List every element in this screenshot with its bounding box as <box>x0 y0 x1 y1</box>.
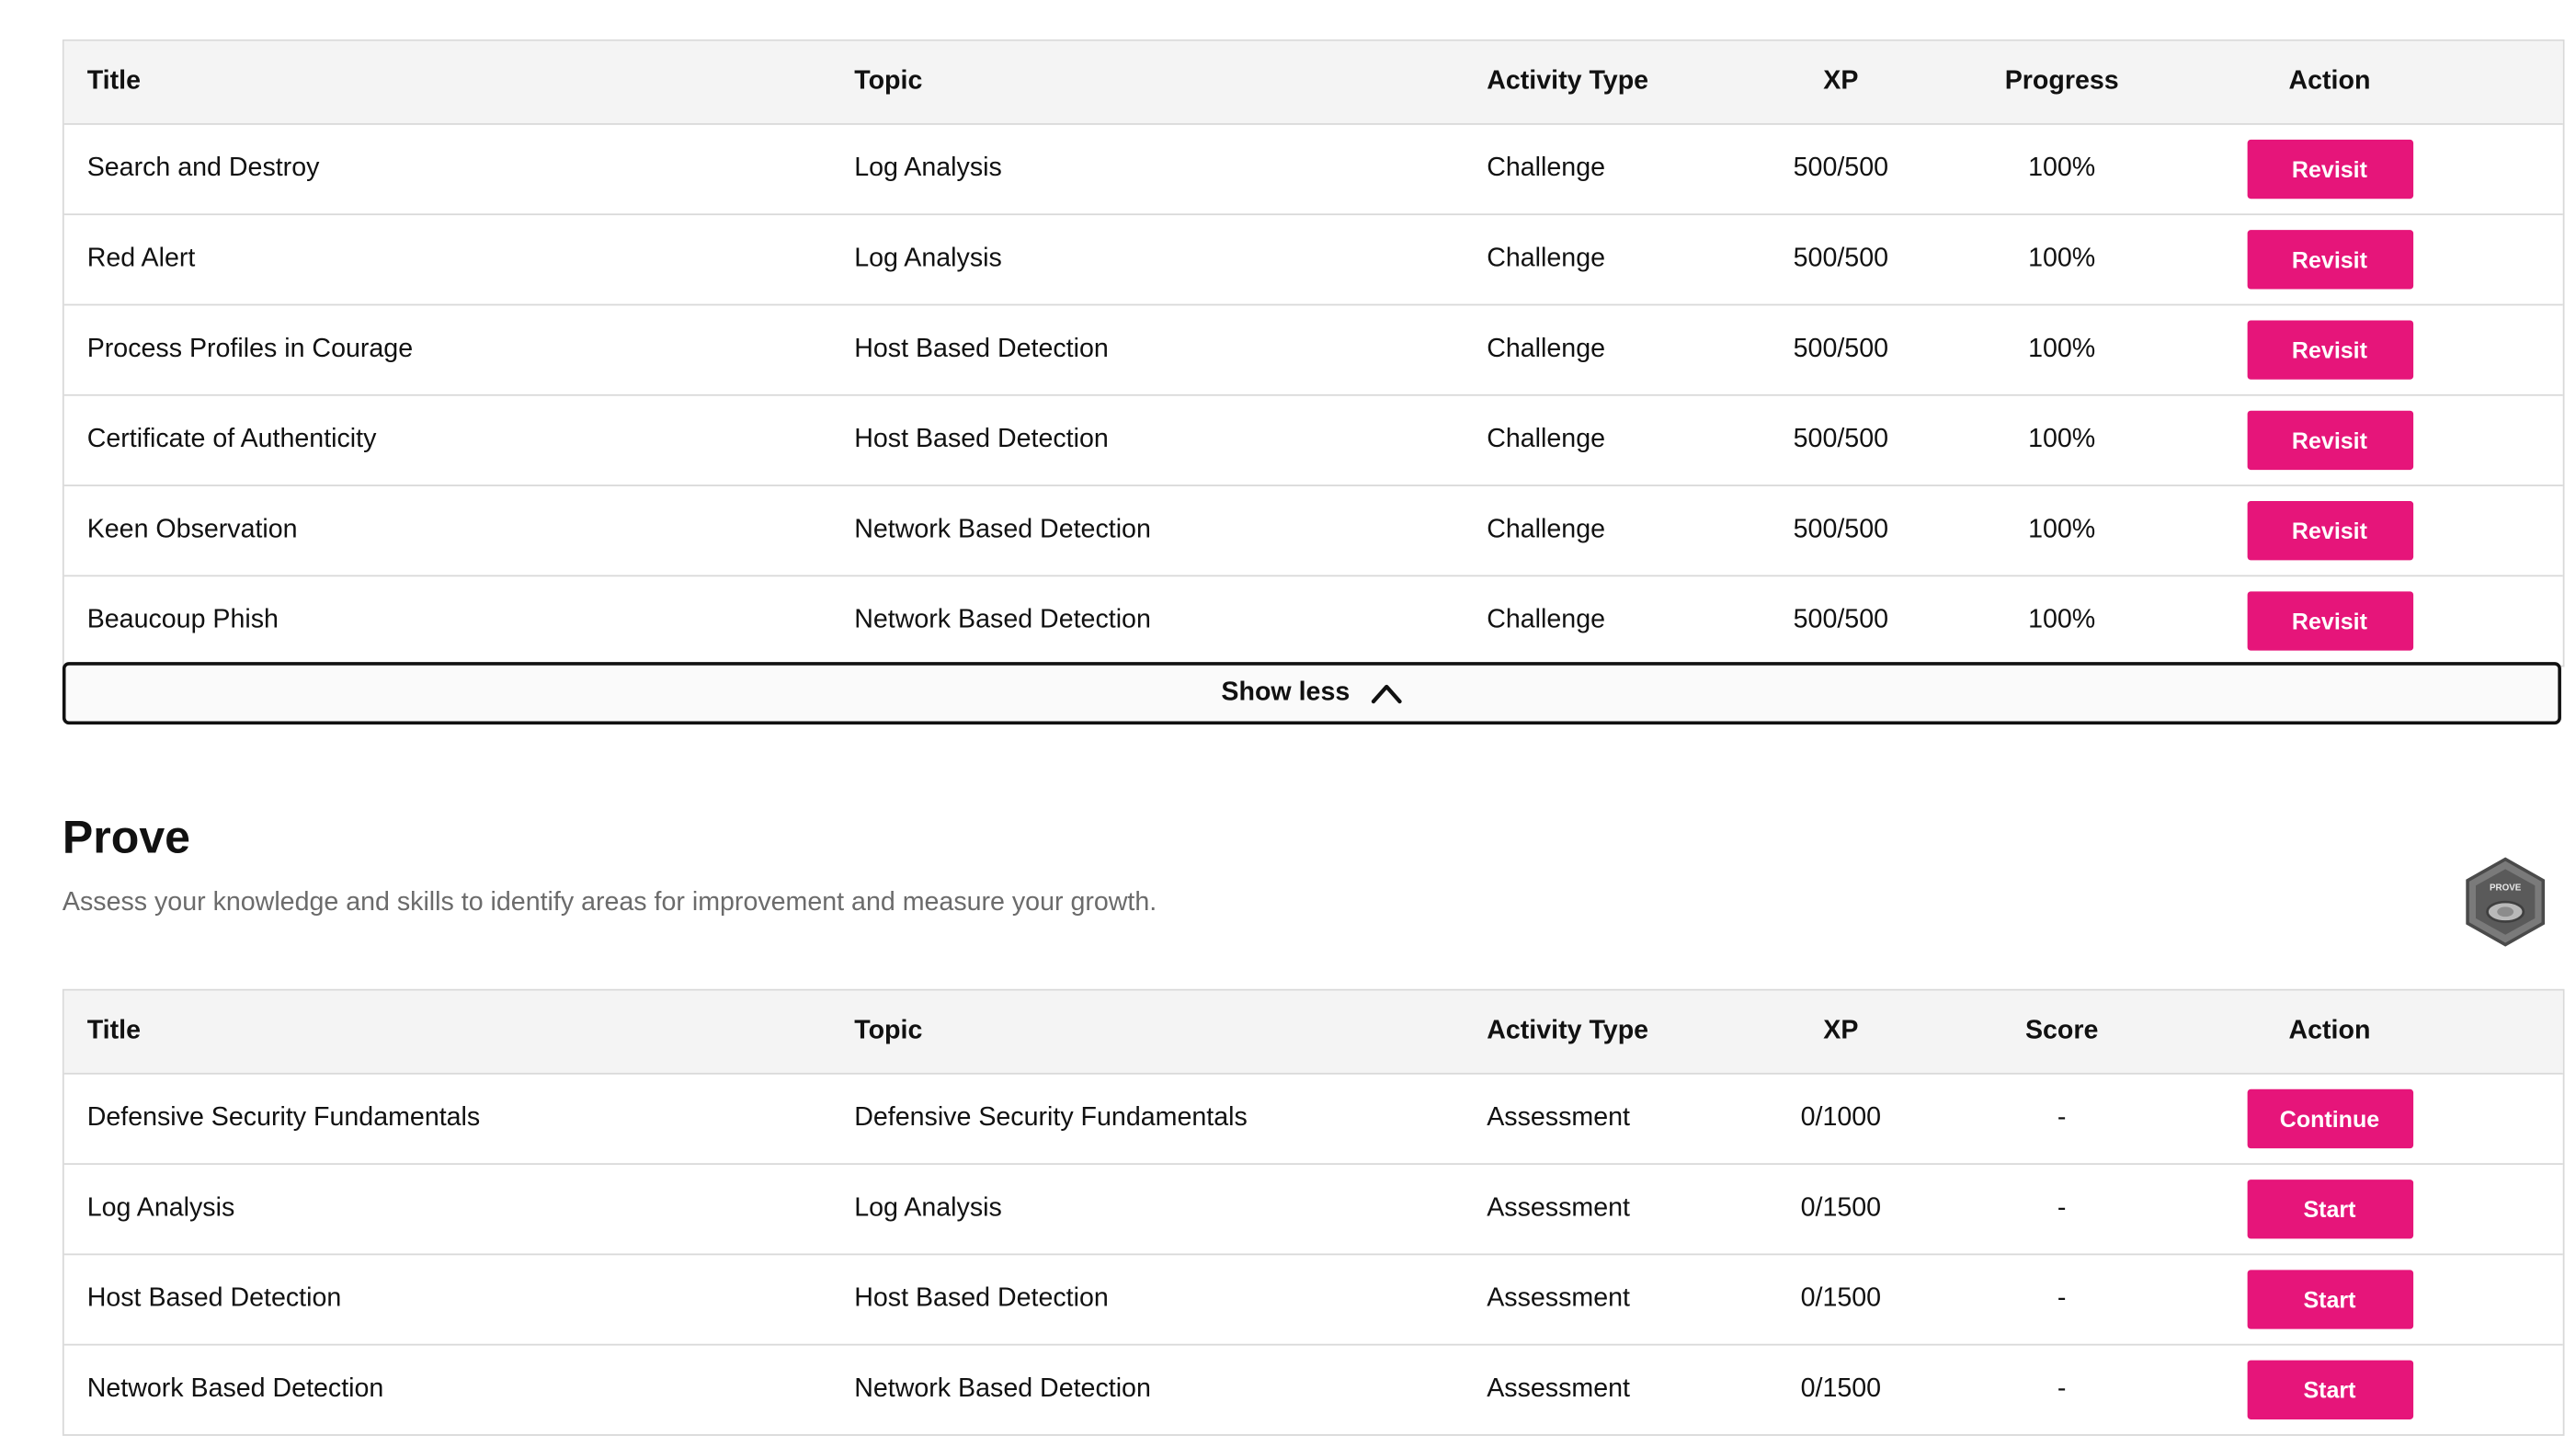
row-score: - <box>2057 1194 2067 1223</box>
row-xp: 500/500 <box>1793 245 1889 273</box>
row-progress: 100% <box>2028 425 2096 454</box>
row-topic: Network Based Detection <box>854 516 1151 544</box>
row-topic: Log Analysis <box>854 154 1002 183</box>
table-row <box>64 123 2563 213</box>
row-action-cell <box>2156 1361 2504 1419</box>
row-xp: 500/500 <box>1793 606 1889 634</box>
row-xp: 0/1500 <box>1800 1374 1882 1404</box>
row-title: Red Alert <box>86 245 196 273</box>
row-activity-type: Challenge <box>1487 154 1606 183</box>
continue-button[interactable]: Continue <box>2247 1089 2412 1148</box>
badge-text: PROVE <box>2489 883 2522 894</box>
row-action-cell <box>2156 591 2504 650</box>
row-activity-type: Assessment <box>1487 1374 1630 1404</box>
row-action-cell <box>2156 1089 2504 1148</box>
row-progress: 100% <box>2028 606 2096 634</box>
table-row <box>64 1253 2563 1343</box>
row-xp: 0/1500 <box>1800 1284 1882 1313</box>
row-xp: 500/500 <box>1793 425 1889 454</box>
row-xp: 500/500 <box>1793 516 1889 544</box>
row-activity-type: Challenge <box>1487 516 1606 544</box>
row-action-cell <box>2156 1270 2504 1328</box>
row-topic: Host Based Detection <box>854 425 1109 454</box>
row-title: Beaucoup Phish <box>86 606 279 634</box>
header-action: Action <box>2288 67 2371 96</box>
row-topic: Defensive Security Fundamentals <box>854 1103 1248 1133</box>
row-activity-type: Challenge <box>1487 606 1606 634</box>
table-row <box>64 1163 2563 1253</box>
revisit-button[interactable]: Revisit <box>2247 140 2412 199</box>
row-action-cell <box>2156 140 2504 199</box>
row-topic: Log Analysis <box>854 1194 1002 1223</box>
revisit-button[interactable]: Revisit <box>2247 411 2412 470</box>
table-row <box>64 1073 2563 1163</box>
row-activity-type: Assessment <box>1487 1284 1630 1313</box>
row-title: Log Analysis <box>86 1194 235 1223</box>
header-progress: Progress <box>2004 67 2119 96</box>
row-topic: Network Based Detection <box>854 606 1151 634</box>
revisit-button[interactable]: Revisit <box>2247 591 2412 650</box>
challenges-table <box>63 40 2565 667</box>
start-button[interactable]: Start <box>2247 1180 2412 1238</box>
row-action-cell <box>2156 501 2504 560</box>
table-header <box>64 991 2563 1073</box>
header-topic: Topic <box>854 1017 923 1045</box>
row-activity-type: Assessment <box>1487 1194 1630 1223</box>
header-xp: XP <box>1823 67 1859 96</box>
header-title: Title <box>86 67 141 96</box>
row-title: Keen Observation <box>86 516 298 544</box>
row-action-cell <box>2156 320 2504 379</box>
header-activity-type: Activity Type <box>1487 1017 1649 1045</box>
row-title: Certificate of Authenticity <box>86 425 377 454</box>
revisit-button[interactable]: Revisit <box>2247 501 2412 560</box>
row-topic: Network Based Detection <box>854 1374 1151 1404</box>
start-button[interactable]: Start <box>2247 1270 2412 1328</box>
row-title: Network Based Detection <box>86 1374 384 1404</box>
row-progress: 100% <box>2028 154 2096 183</box>
row-action-cell <box>2156 1180 2504 1238</box>
row-topic: Log Analysis <box>854 245 1002 273</box>
row-xp: 0/1000 <box>1800 1103 1882 1133</box>
row-progress: 100% <box>2028 245 2096 273</box>
row-xp: 0/1500 <box>1800 1194 1882 1223</box>
row-topic: Host Based Detection <box>854 1284 1109 1313</box>
prove-badge-icon <box>2463 856 2548 948</box>
table-header <box>64 41 2563 123</box>
header-title: Title <box>86 1017 141 1045</box>
row-score: - <box>2057 1284 2067 1313</box>
row-title: Defensive Security Fundamentals <box>86 1103 481 1133</box>
row-activity-type: Challenge <box>1487 245 1606 273</box>
header-action: Action <box>2288 1017 2371 1045</box>
show-less-label: Show less <box>1221 678 1351 707</box>
row-activity-type: Assessment <box>1487 1103 1630 1133</box>
row-progress: 100% <box>2028 516 2096 544</box>
row-action-cell <box>2156 411 2504 470</box>
row-topic: Host Based Detection <box>854 335 1109 363</box>
row-activity-type: Challenge <box>1487 335 1606 363</box>
table-row <box>64 304 2563 394</box>
row-title: Process Profiles in Courage <box>86 335 414 363</box>
row-activity-type: Challenge <box>1487 425 1606 454</box>
section-title: Prove <box>62 811 190 863</box>
prove-table <box>63 989 2565 1436</box>
table-row <box>64 213 2563 303</box>
section-description: Assess your knowledge and skills to identify areas for improvement and measure your growth. <box>62 888 1157 917</box>
header-xp: XP <box>1823 1017 1859 1045</box>
revisit-button[interactable]: Revisit <box>2247 320 2412 379</box>
row-xp: 500/500 <box>1793 154 1889 183</box>
revisit-button[interactable]: Revisit <box>2247 230 2412 289</box>
header-score: Score <box>2024 1017 2099 1045</box>
header-activity-type: Activity Type <box>1487 67 1649 96</box>
row-action-cell <box>2156 230 2504 289</box>
start-button[interactable]: Start <box>2247 1361 2412 1419</box>
chevron-up-icon <box>1370 682 1403 705</box>
show-less-button[interactable] <box>63 662 2561 724</box>
row-progress: 100% <box>2028 335 2096 363</box>
row-xp: 500/500 <box>1793 335 1889 363</box>
header-topic: Topic <box>854 67 923 96</box>
table-row <box>64 394 2563 484</box>
table-row <box>64 1344 2563 1434</box>
row-score: - <box>2057 1103 2067 1133</box>
table-row <box>64 484 2563 575</box>
row-title: Host Based Detection <box>86 1284 342 1313</box>
table-row <box>64 575 2563 665</box>
row-score: - <box>2057 1374 2067 1404</box>
row-title: Search and Destroy <box>86 154 320 183</box>
